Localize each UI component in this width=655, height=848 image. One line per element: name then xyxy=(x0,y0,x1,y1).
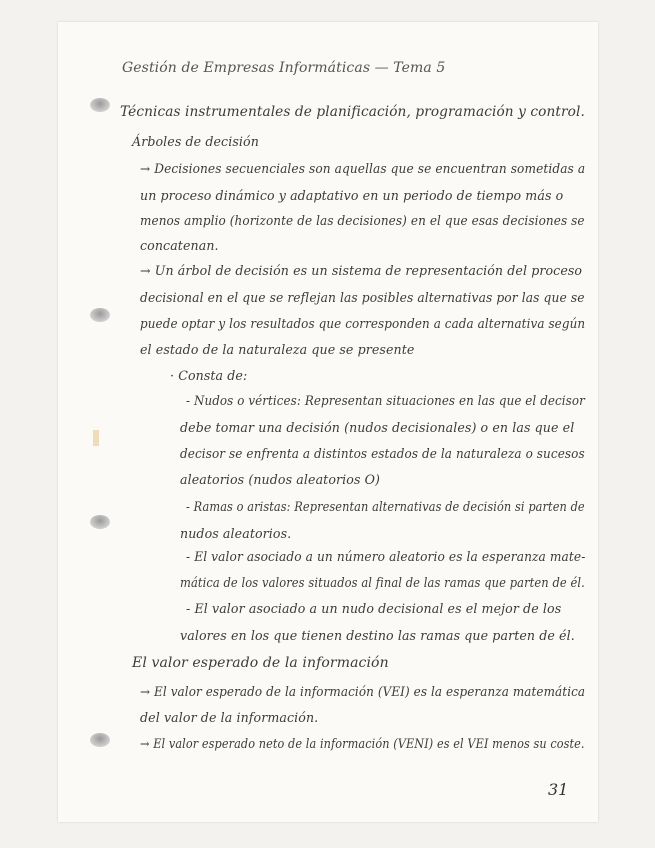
punch-hole xyxy=(90,733,110,747)
text-line: aleatorios (nudos aleatorios O) xyxy=(180,472,381,487)
subheading: Árboles de decisión xyxy=(132,134,259,149)
text-line: - El valor asociado a un número aleatorio es la esperanza mate- xyxy=(186,549,586,564)
text-line: · Consta de: xyxy=(170,368,248,383)
text-line: → Decisiones secuenciales son aquellas que se encuentran sometidas a xyxy=(140,161,586,176)
punch-hole xyxy=(90,308,110,322)
section-heading: Técnicas instrumentales de planificación, programación y control. xyxy=(120,104,585,120)
text-line: un proceso dinámico y adaptativo en un periodo de tiempo más o xyxy=(140,188,564,203)
page-title: Gestión de Empresas Informáticas — Tema 5 xyxy=(122,60,446,76)
text-line: decisor se enfrenta a distintos estados de la naturaleza o sucesos xyxy=(180,446,585,461)
margin-stain xyxy=(93,430,99,446)
text-line: nudos aleatorios. xyxy=(180,526,292,541)
text-line: puede optar y los resultados que corresponden a cada alternativa según xyxy=(140,316,586,331)
punch-hole xyxy=(90,98,110,112)
text-line: → El valor esperado neto de la información (VENI) es el VEI menos su coste. xyxy=(140,736,585,751)
text-line: → El valor esperado de la información (VEI) es la esperanza matemática xyxy=(140,684,586,699)
text-line: debe tomar una decisión (nudos decisionales) o en las que el xyxy=(180,420,575,435)
text-line: concatenan. xyxy=(140,238,219,253)
text-line: menos amplio (horizonte de las decisiones) en el que esas decisiones se xyxy=(140,213,585,228)
text-line: → Un árbol de decisión es un sistema de representación del proceso xyxy=(140,263,583,278)
text-line: - Ramas o aristas: Representan alternativas de decisión si parten de xyxy=(186,499,585,514)
text-line: decisional en el que se reflejan las posibles alternativas por las que se xyxy=(140,290,585,305)
text-line: valores en los que tienen destino las ramas que parten de él. xyxy=(180,628,575,643)
text-line: mática de los valores situados al final de las ramas que parten de él. xyxy=(180,575,585,590)
punch-hole xyxy=(90,515,110,529)
page-number: 31 xyxy=(548,780,569,799)
subheading: El valor esperado de la información xyxy=(132,655,389,671)
text-line: - El valor asociado a un nudo decisional es el mejor de los xyxy=(186,601,562,616)
text-line: del valor de la información. xyxy=(140,710,319,725)
text-line: - Nudos o vértices: Representan situaciones en las que el decisor xyxy=(186,393,585,408)
text-line: el estado de la naturaleza que se presente xyxy=(140,342,415,357)
